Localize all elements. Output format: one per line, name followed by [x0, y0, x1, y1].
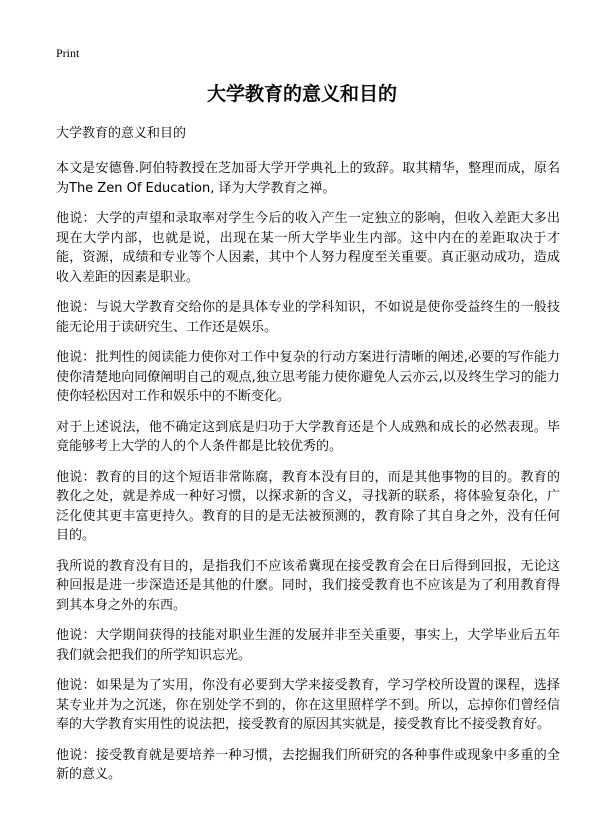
paragraph: 他说：批判性的阅读能力使你对工作中复杂的行动方案进行清晰的阐述,必要的写作能力使你清楚地向同僚阐明自己的观点,独立思考能力使你避免人云亦云,以及终生学习的能力使你轻松因对工作和娱乐中的不断变化。	[56, 350, 560, 404]
paragraph: 他说：接受教育就是要培养一种习惯，去挖掘我们所研究的各种事件或现象中多重的全新的意义。	[56, 747, 560, 782]
paragraph: 他说：教育的目的这个短语非常陈腐，教育本没有目的，而是其他事物的目的。教育的教化之处，就是养成一种好习惯，以探求新的含义，寻找新的联系，将体验复杂化，广泛化使其更丰富更持久。教育的目的是无法被预测的，教育除了其自身之外，没有任何目的。	[56, 469, 560, 543]
paragraph: 他说：与说大学教育交给你的是具体专业的学科知识，不如说是使你受益终生的一般技能无论用于读研究生、工作还是娱乐。	[56, 300, 560, 335]
print-link[interactable]: Print	[56, 46, 80, 60]
paragraph: 他说：如果是为了实用，你没有必要到大学来接受教育，学习学校所设置的课程，选择某专业并为之沉迷，你在别处学不到的，你在这里照样学不到。所以，忘掉你们曾经信奉的大学教育实用性的说法把，接受教育的原因其实就是，接受教育比不接受教育好。	[56, 678, 560, 732]
article-body	[56, 159, 560, 785]
paragraph-intro: 本文是安德鲁.阿伯特教授在芝加哥大学开学典礼上的致辞。取其精华，整理而成，原名为The Zen Of Education, 译为大学教育之禅。	[56, 161, 560, 196]
paragraph: 他说：大学的声望和录取率对学生今后的收入产生一定独立的影响，但收入差距大多出现在大学内部，也就是说，出现在某一所大学毕业生内部。这中内在的差距取决于才能，资源，成绩和专业等个人因素，其中个人努力程度至关重要。真正驱动成功，造成收入差距的因素是职业。	[56, 211, 560, 285]
paragraph: 对于上述说法，他不确定这到底是归功于大学教育还是个人成熟和成长的必然表现。毕竟能够考上大学的人的个人条件都是比较优秀的。	[56, 419, 560, 454]
article-subtitle: 大学教育的意义和目的	[56, 126, 187, 141]
paragraph: 我所说的教育没有目的，是指我们不应该希冀现在接受教育会在日后得到回报，无论这种回报是进一步深造还是其他的什麽。同时，我们接受教育也不应该是为了利用教育得到其本身之外的东西。	[56, 558, 560, 613]
page-title: 大学教育的意义和目的	[206, 83, 397, 105]
paragraph: 他说：大学期间获得的技能对职业生涯的发展并非至关重要，事实上，大学毕业后五年我们就会把我们的所学知识忘光。	[56, 628, 560, 663]
